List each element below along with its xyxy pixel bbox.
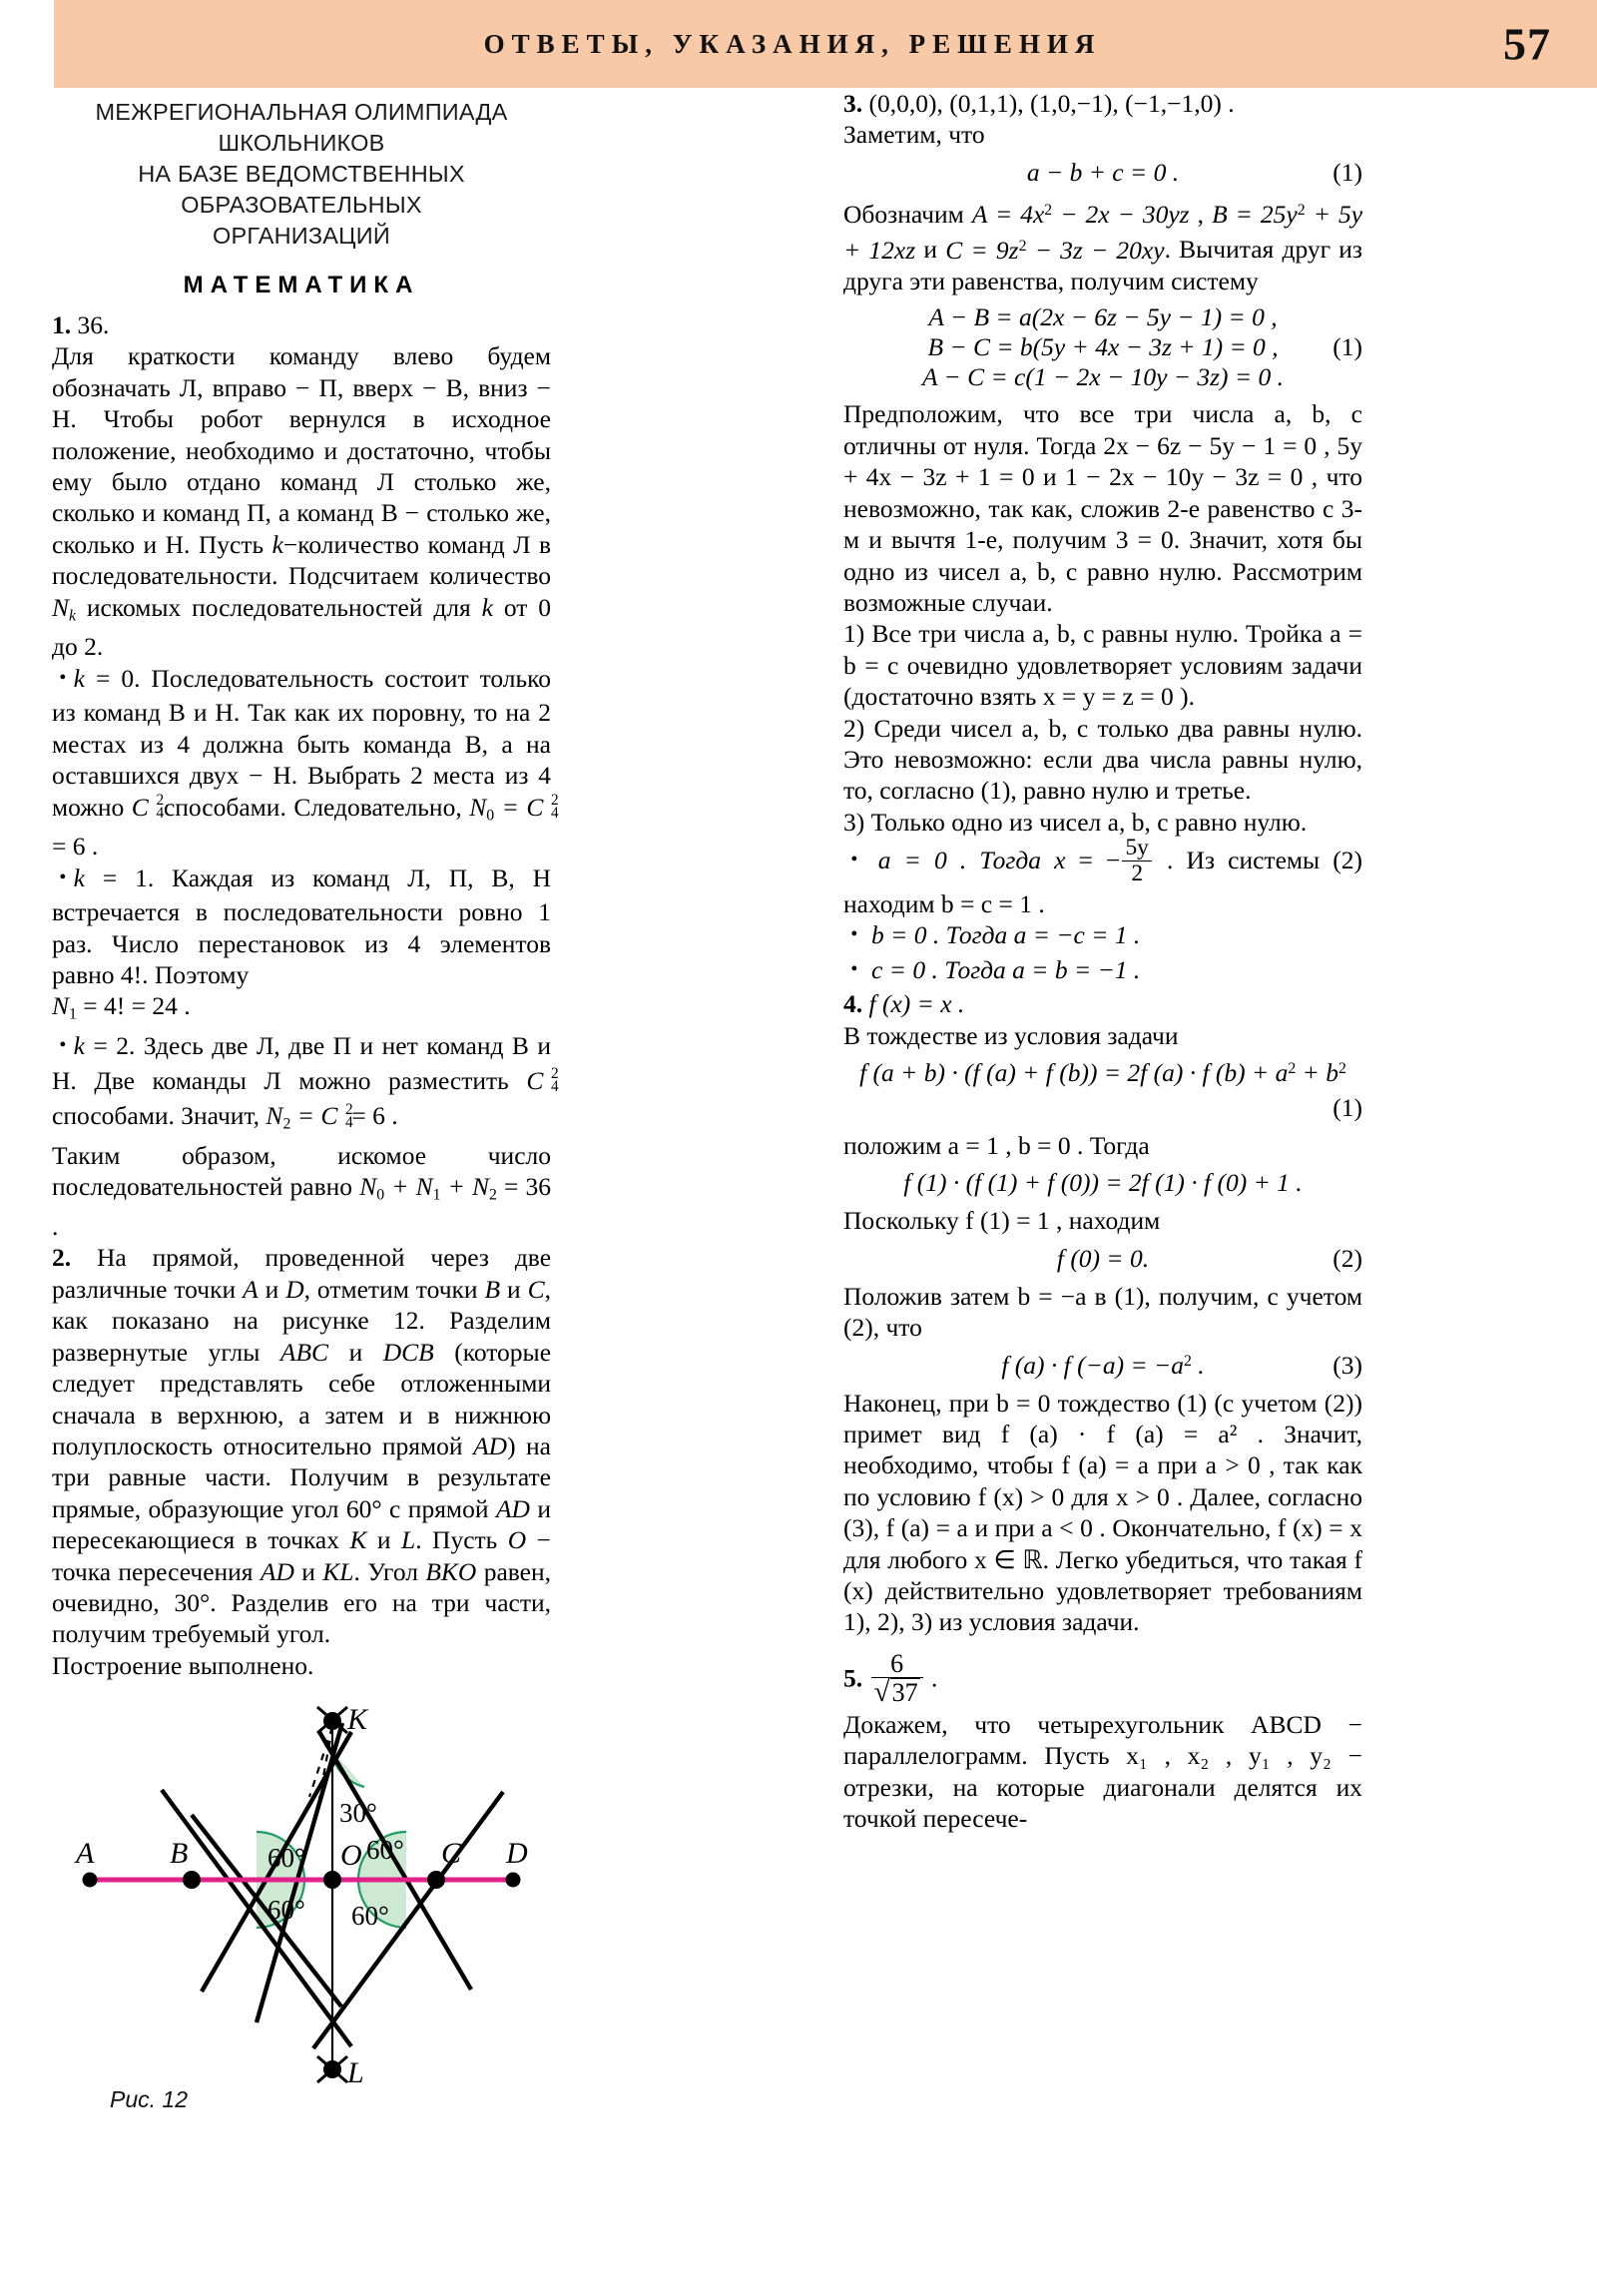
p4-eq1-tag: (1) xyxy=(1332,1092,1362,1122)
p2-text-f: с прямой xyxy=(389,1493,489,1523)
bullet-icon xyxy=(843,919,865,953)
problem-1-answer-line xyxy=(52,309,551,340)
p1-text-d: от 0 до 2. xyxy=(52,592,552,662)
problem-3-case-2: 2) Среди чисел a, b, c только два равны нулю. Это невозможно: если два числа равны нулю, то, согласно (1), равно нулю и третье. xyxy=(843,713,1362,806)
bullet-icon xyxy=(843,954,865,988)
problem-5-answer-line: 5. 6 √ 37 . xyxy=(843,1652,1362,1709)
frac-denominator: √ 37 xyxy=(871,1677,923,1707)
problem-4-answer: f (x) = x . xyxy=(868,989,965,1019)
point-D-dot xyxy=(506,1873,521,1888)
angle-60-C-lower: 60° xyxy=(351,1901,389,1932)
left-column xyxy=(52,88,559,2166)
label-B: B xyxy=(170,1837,189,1871)
fraction-6-over-sqrt37 xyxy=(871,1650,923,1707)
problem-3-case-3: 3) Только одно из чисел a, b, c равно нулю. xyxy=(843,807,1308,837)
p1-k0-tail: способами. Следовательно, xyxy=(163,792,462,822)
p4-eq3-body: f (0) = 0. xyxy=(1056,1243,1150,1273)
p2-text-i: − точка пересечения xyxy=(52,1525,552,1586)
problem-1-bullet-k0: •k = 0. Последовательность состоит только из команд В и Н. Так как их поровну, то на 2 местах из 4 должна быть команда В, а на оставшихся двух − Н. Выбрать 2 места из 4 можно C 2 4 способами. Следовательно, $N_0 = C$ 2 4 = 6 . xyxy=(52,663,551,862)
angle-60-C-upper: 60° xyxy=(366,1835,404,1866)
fraction-5y-over-2 xyxy=(1122,836,1151,886)
figure-12-drawing xyxy=(52,1687,551,2106)
figure-rays-right xyxy=(313,1732,503,2048)
problem-4-line-1: В тождестве из условия задачи xyxy=(843,1020,1179,1050)
right-column xyxy=(843,88,1362,1835)
p4-eq4-tag: (3) xyxy=(1332,1350,1362,1380)
p2-text-c: как показано на рисунке 12. Разделим развернутые углы xyxy=(52,1306,551,1367)
p1-sum-eq: $N_0 + N_1 + N_2 = 36$ xyxy=(359,1172,551,1204)
p4-eq1-body: f (a + b) · (f (a) + f (b)) = 2f (a) · f $(b) + a^2 + b^2$ xyxy=(859,1057,1346,1087)
p2-text-e: ) на три равные части. Получим в результате прямые, образующие угол xyxy=(52,1431,551,1523)
problem-3-answer: (0,0,0), (0,1,1), (1,0,−1), (−1,−1,0) . xyxy=(868,89,1235,118)
bullet-icon xyxy=(843,845,865,878)
problem-4-equation-2 xyxy=(843,1168,1362,1198)
problem-2-conclusion: Построение выполнено. xyxy=(52,1650,314,1680)
p4-eq3-tag: (2) xyxy=(1332,1243,1362,1273)
p1-text-a: Для краткости команду влево будем обозначать Л, вправо − П, вверх − В, вниз − Н. Чтобы робот вернулся в исходное положение, необходимо и достаточно, чтобы ему было отдано команд Л столько же, сколько и команд П, а команд В − столько же, сколько и Н. Пусть xyxy=(52,341,551,559)
p3-def-lead: Обозначим xyxy=(843,200,964,230)
figure-angle-labels xyxy=(267,1798,404,1931)
p1-k1-text: = 1. Каждая из команд Л, П, В, Н встречается в последовательности ровно 1 раз. Число перестановок из 4 элементов равно 4!. Поэтому xyxy=(52,862,552,989)
p1-k2-text: = 2. Здесь две Л, две П и нет команд В и Н. Две команды Л можно разместить xyxy=(52,1031,551,1095)
p1-var-k: k xyxy=(271,529,283,559)
bullet-icon xyxy=(52,663,74,697)
p3-eq1-tag: (1) xyxy=(1332,157,1362,187)
problem-3-bullet-c xyxy=(843,954,1362,988)
p1-var-Nk: $N_k$ xyxy=(52,592,77,625)
problem-1-N1-equation: $N_1 = 4$! = 24 . xyxy=(52,991,191,1023)
problem-4-answer-line xyxy=(843,988,1362,1019)
problem-3-bullet-a: • a = 0 . Тогда x = − $\frac{5y}{2}$ . Из системы (2) находим b = c = 1 . xyxy=(843,838,1362,919)
problem-4-line-2: положим a = 1 , b = 0 . Тогда xyxy=(843,1130,1150,1160)
label-C: C xyxy=(441,1837,462,1871)
frac-numerator: 6 xyxy=(890,1648,904,1678)
problem-1-bullet-k2: •k = 2. Здесь две Л, две П и нет команд В и Н. Две команды Л можно разместить C 2 4 способами. Значит, $N_2 = C$ 2 4 = 6 . xyxy=(52,1030,551,1140)
p3-def-tail: . Вычитая друг из друга эти равенства, получим систему xyxy=(843,235,1363,296)
problem-1-paragraph-1 xyxy=(52,340,551,662)
problem-3-paragraph-2: Предположим, что все три числа a, b, c отличны от нуля. Тогда 2x − 6z − 5y − 1 = 0 , 5y + 4x − 3z + 1 = 0 и 1 − 2x − 10y − 3z = 0 , что невозможно, так как, сложив 2-е равенство с 3-м и вычтя 1-е, получим 3 = 0. Значит, хотя бы одно из чисел a, b, c равно нулю. Рассмотрим возможные случаи. xyxy=(843,399,1362,617)
label-O: O xyxy=(340,1839,362,1873)
problem-2-paragraph: 2. На прямой, проведенной через две различные точки A и D, отметим точки B и C, как показано на рисунке 12. Разделим развернутые углы ABC и DCB (которые следует представлять себе отложенными сначала в верхнюю, а затем и в нижнюю полуплоскость относительно прямой AD) на три равные части. Получим в результате прямые, образующие угол 60° с прямой AD и пересекающиеся в точках K и L. Пусть O − точка пересечения AD и KL. Угол BKO равен, очевидно, 30°. Разделив его на три части, получим требуемый угол. xyxy=(52,1243,552,1649)
p3-sys-row-2: B − C = b(5y + 4x − 3z + 1) = 0 , xyxy=(927,332,1279,362)
problem-1-bullet-k1: •k = 1. Каждая из команд Л, П, В, Н встречается в последовательности ровно 1 раз. Число перестановок из 4 элементов равно 4!. Поэтому xyxy=(52,862,551,991)
angle-60-B-lower: 60° xyxy=(267,1895,305,1926)
label-L: L xyxy=(347,2056,364,2090)
problem-4-number: 4. xyxy=(843,989,863,1019)
point-C-dot xyxy=(427,1871,445,1889)
p1-text-b: −количество команд Л в последовательности. Подсчитаем количество xyxy=(52,529,552,591)
problem-5-paragraph: Докажем, что четырехугольник ABCD − параллелограмм. Пусть x₁ , x₂ , y₁ , y₂ − отрезки, на которые диагонали делятся их точкой пересече- xyxy=(843,1709,1362,1834)
angle-30-K: 30° xyxy=(339,1798,377,1829)
frac-denominator: 2 xyxy=(1122,861,1151,886)
p2-text-l: . Разделив его на три части, получим требуемый угол. xyxy=(52,1587,552,1649)
page-body xyxy=(0,88,1597,2296)
label-D: D xyxy=(506,1837,528,1871)
p1-text-c: искомых последовательностей для xyxy=(86,592,471,622)
p2-text-b: отметим точки xyxy=(316,1274,478,1304)
p3-sys-row-3: A − C = c(1 − 2x − 10y − 3z) = 0 . xyxy=(922,362,1284,392)
p3-def-B: $B = 25y^2 + 5y + 12xz$ xyxy=(843,200,1363,265)
p3-eq1-body: a − b + c = 0 . xyxy=(1026,157,1180,187)
p1-N2-eq: $N_2 = C$ 2 4 = 6 xyxy=(266,1100,385,1133)
p2-angle-60: 60° xyxy=(345,1493,382,1523)
p3-def-C: $C = 9z^2 - 3z - 20xy$ xyxy=(945,235,1165,265)
organization-title xyxy=(52,97,551,252)
bullet-icon xyxy=(52,1030,74,1064)
p1-k0-text: = 0. Последовательность состоит только из команд В и Н. Так как их поровну, то на 2 местах из 4 должна быть команда В, а на оставшихся двух − Н. Выбрать 2 места из 4 можно xyxy=(52,663,551,822)
point-O-dot xyxy=(323,1871,341,1889)
problem-4-equation-4 xyxy=(843,1351,1362,1381)
p2-text-a: На прямой, проведенной через две различные точки xyxy=(52,1243,552,1304)
p3-sys-row-1: A − B = a(2x − 6z − 5y − 1) = 0 , xyxy=(928,302,1278,332)
p1-var-k2: k xyxy=(481,592,493,622)
problem-1-conclusion: Таким образом, искомое число последовательностей равно $N_0 + N_1 + N_2 = 36$ . xyxy=(52,1140,551,1242)
problem-4-equation-1-tag-row xyxy=(843,1093,1362,1123)
p2-text-d: (которые следует представлять себе отложенными сначала в верхнюю, а затем и в нижнюю полуплоскость относительно прямой xyxy=(52,1337,552,1460)
p2-text-g: и пересекающиеся в точках xyxy=(52,1493,552,1555)
org-title-line-2: НА БАЗЕ ВЕДОМСТВЕННЫХ ОБРАЗОВАТЕЛЬНЫХ xyxy=(138,161,465,218)
problem-4-line-3: Поскольку f (1) = 1 , находим xyxy=(843,1206,1161,1236)
org-title-line-3: ОРГАНИЗАЦИЙ xyxy=(213,223,390,249)
p2-text-j: Угол xyxy=(367,1556,418,1586)
frac-numerator: 5y xyxy=(1125,835,1149,861)
p2-text-k: равен, очевидно, xyxy=(52,1556,552,1617)
problem-3-bullet-b xyxy=(843,919,1362,953)
p4-eq4-body: f (a) · f $(-a) = -a^2$ . xyxy=(1001,1350,1205,1380)
problem-1-number: 1. xyxy=(52,310,72,339)
problem-3-definitions: Обозначим $A = 4x^2 - 2x - 30yz$ , $B = 25y^2 + 5y + 12xz$ и $C = 9z^2 - 3z - 20xy$. Вычитая друг из друга эти равенства, получим систему xyxy=(843,200,1363,296)
page-header-band xyxy=(54,0,1597,88)
p3-b3-text: c = 0 . Тогда a = b = −1 . xyxy=(871,954,1141,984)
point-B-dot xyxy=(183,1871,201,1889)
org-title-line-1: МЕЖРЕГИОНАЛЬНАЯ ОЛИМПИАДА ШКОЛЬНИКОВ xyxy=(95,99,508,156)
p2-text-h: Пусть xyxy=(432,1525,498,1555)
binomial-c42-a: C 2 4 xyxy=(131,792,165,823)
p3-sys-tag: (1) xyxy=(1332,332,1362,362)
figure-caption: Рис. 12 xyxy=(110,2086,188,2113)
p1-N0-eq: $N_0 = C$ 2 4 = 6 xyxy=(52,792,559,861)
problem-3-equation-1 xyxy=(843,158,1362,188)
p1-N1-value: = 4! = 24 . xyxy=(83,991,191,1021)
angle-60-B-upper: 60° xyxy=(267,1843,305,1874)
problem-3-case-1: 1) Все три числа a, b, c равны нулю. Тройка a = b = c очевидно удовлетворяет условиям задачи (достаточно взять x = y = z = 0 ). xyxy=(843,619,1362,712)
p3-def-A: $A = 4x^2 - 2x - 30yz$ xyxy=(971,200,1190,230)
p1-close-text: Таким образом, искомое число последовательностей равно xyxy=(52,1140,551,1202)
problem-3-line-1: Заметим, что xyxy=(843,120,985,150)
p3-b1-pre: a = 0 . Тогда xyxy=(877,846,1041,875)
page-title: ОТВЕТЫ, УКАЗАНИЯ, РЕШЕНИЯ xyxy=(483,28,1102,59)
point-A-dot xyxy=(83,1873,98,1888)
figure-12 xyxy=(52,1687,571,2166)
point-K-dot xyxy=(323,1712,341,1730)
problem-4-equation-1 xyxy=(843,1058,1362,1088)
problem-4-line-4: Положив затем b = −a в (1), получим, с учетом (2), что xyxy=(843,1281,1362,1343)
problem-4-final-paragraph: Наконец, при b = 0 тождество (1) (с учетом (2)) примет вид f (a) · f (a) = a² . Значит, необходимо, чтобы f (a) = a при a > 0 , так как по условию f (x) > 0 для x > 0 . Далее, согласно (3), f (a) = a и при a < 0 . Окончательно, f (x) = x для любого x ∈ ℝ. Легко убедиться, что такая f (x) действительно удовлетворяет требованиям 1), 2), 3) из условия задачи. xyxy=(843,1388,1362,1637)
p4-eq2-body: f (1) · (f (1) + f (0)) = 2f (1) · f (0) + 1 . xyxy=(903,1168,1303,1198)
bullet-icon xyxy=(52,862,74,896)
p2-angle-30: 30° xyxy=(174,1587,211,1617)
problem-2-number: 2. xyxy=(52,1243,72,1273)
problem-1-answer: 36. xyxy=(77,310,110,339)
label-K: K xyxy=(347,1703,368,1737)
problem-3-answer-line xyxy=(843,88,1362,119)
page-number: 57 xyxy=(1503,18,1551,70)
subject-heading: МАТЕМАТИКА xyxy=(183,272,420,298)
binomial-c42-b: C 2 4 xyxy=(526,1065,559,1096)
problem-5-number: 5. xyxy=(843,1663,863,1693)
point-L-dot xyxy=(323,2060,341,2078)
p3-b1-post: . Из системы (2) находим b = c = 1 . xyxy=(843,846,1363,918)
problem-3-number: 3. xyxy=(843,89,863,118)
problem-4-equation-3 xyxy=(843,1244,1362,1274)
p1-k2-mid: способами. Значит, xyxy=(52,1101,261,1131)
label-A: A xyxy=(76,1837,95,1871)
problem-3-system xyxy=(843,302,1362,392)
p3-b2-text: b = 0 . Тогда a = −c = 1 . xyxy=(871,920,1141,950)
